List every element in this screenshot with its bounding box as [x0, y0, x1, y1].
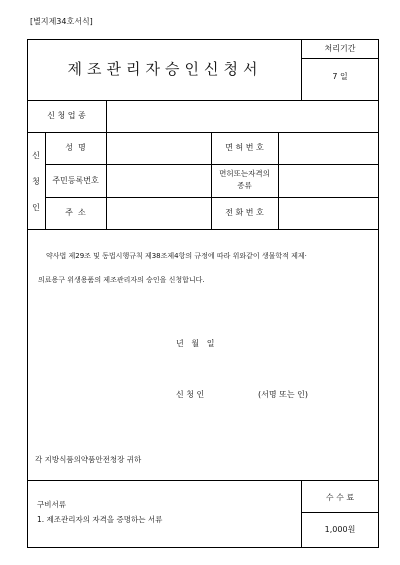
license-type-label-line1: 면허또는자격의 — [219, 169, 270, 178]
license-number-field[interactable] — [279, 133, 378, 163]
resident-number-field[interactable] — [107, 165, 210, 196]
name-field[interactable] — [107, 133, 210, 163]
address-label: 주 소 — [65, 208, 86, 217]
applicant-side-char-3: 인 — [32, 203, 40, 212]
phone-field[interactable] — [279, 198, 378, 228]
form-number-label: [별지제34호서식] — [30, 17, 93, 26]
fee-value: 1,000원 — [324, 525, 356, 534]
date-line: 년 월 일 — [176, 339, 215, 348]
required-documents-title: 구비서류 — [37, 500, 66, 509]
signature-label: (서명 또는 인) — [258, 390, 308, 399]
resident-number-label: 주민등록번호 — [52, 176, 99, 185]
applicant-label: 신 청 인 — [176, 390, 205, 399]
recipient-line: 각 지방식품의약품안전청장 귀하 — [35, 455, 142, 464]
license-number-label: 면 허 번 호 — [225, 143, 264, 152]
applicant-business-field[interactable] — [107, 101, 378, 131]
processing-period-value: 7 일 — [332, 72, 348, 81]
phone-label: 전 화 번 호 — [225, 208, 264, 217]
body-text-line2: 의료용구 위생용품의 제조관리자의 승인을 신청합니다. — [38, 276, 205, 284]
required-document-item: 1. 제조관리자의 자격을 증명하는 서류 — [37, 515, 163, 524]
address-field[interactable] — [107, 198, 210, 228]
body-text-line1: 약사법 제29조 및 동법시행규칙 제38조제4항의 규정에 따라 위와같이 생물학적 제제· — [46, 252, 307, 260]
applicant-side-char-1: 신 — [32, 151, 40, 160]
applicant-side-char-2: 청 — [32, 177, 40, 186]
processing-period-label: 처리기간 — [324, 44, 356, 53]
form-title: 제조관리자승인신청서 — [67, 60, 263, 78]
applicant-business-label: 신 청 업 종 — [47, 111, 86, 120]
license-type-label-line2: 종류 — [237, 181, 252, 190]
name-label: 성 명 — [65, 143, 86, 152]
fee-label: 수 수 료 — [325, 493, 355, 502]
license-type-field[interactable] — [279, 165, 378, 196]
